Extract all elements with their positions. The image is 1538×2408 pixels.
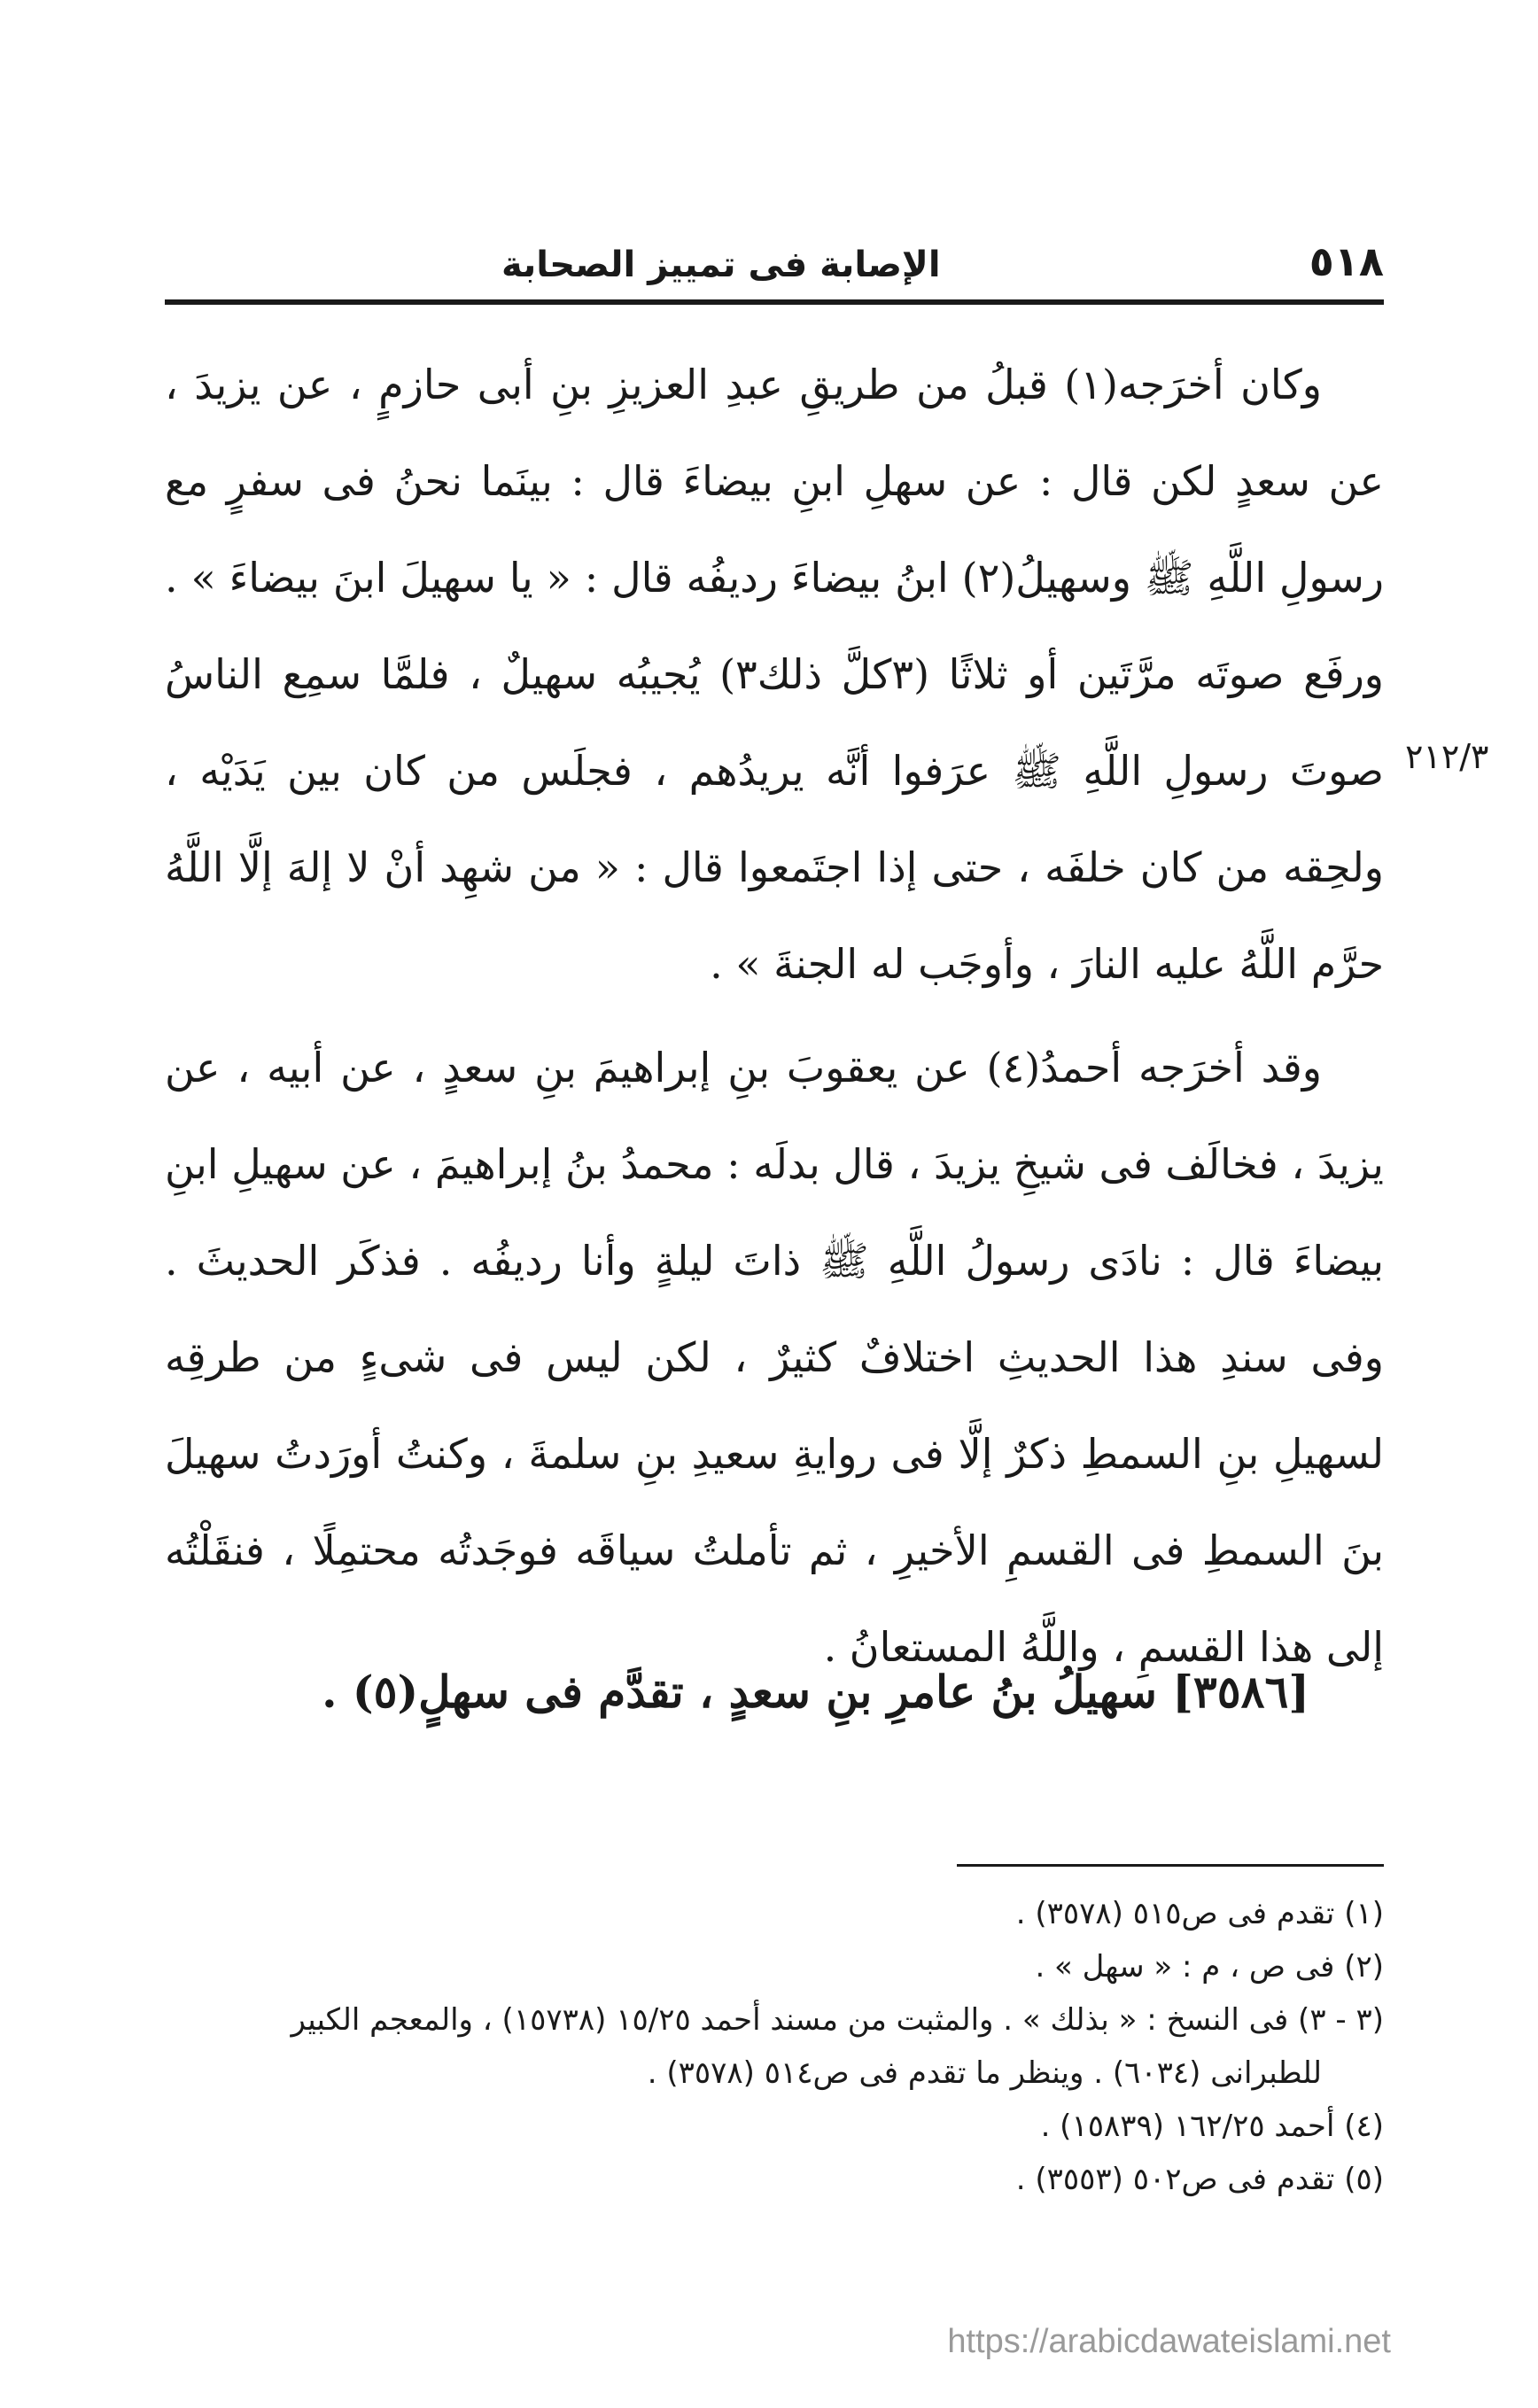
footnotes [165,1887,1384,2206]
main-text [165,337,1384,1696]
page-header [165,223,1384,285]
margin-reference: ٢١٢/٣ [1405,737,1489,776]
footnote: (١) تقدم فى ص٥١٥ (٣٥٧٨) . [1015,1896,1384,1931]
footnote: (٥) تقدم فى ص٥٠٢ (٣٥٥٣) . [1015,2162,1384,2197]
page-number: ٥١٨ [1309,237,1384,285]
paragraph: وقد أخرَجه أحمدُ(٤) عن يعقوبَ بنِ إبراهيمَ بنِ سعدٍ ، عن أبيه ، عن يزيدَ ، فخالَف فى شيخِ يزيدَ ، قال بدلَه : محمدُ بنُ إبراهيمَ ، عن سهيلِ ابنِ بيضاءَ قال : نادَى رسولُ اللَّهِ ﷺ ذاتَ ليلةٍ وأنا رديفُه . فذكَر الحديثَ . وفى سندِ هذا الحديثِ اختلافٌ كثيرٌ ، لكن ليس فى شىءٍ من طرقِه لسهيلِ بنِ السمطِ ذكرٌ إلَّا فى روايةِ سعيدِ بنِ سلمةَ ، وكنتُ أورَدتُ سهيلَ بنَ السمطِ فى القسمِ الأخيرِ ، ثم تأملتُ سياقَه فوجَدتُه محتمِلًا ، فنقَلْتُه إلى هذا القسمِ ، واللَّهُ المستعانُ . [164,1044,1384,1671]
watermark-url: https://arabicdawateislami.net [947,2323,1391,2360]
entry-heading: [٣٥٨٦] سهيلُ بنُ عامرِ بنِ سعدٍ ، تقدَّم فى سهلٍ(٥) . [322,1666,1309,1718]
footnote-continuation: للطبرانى (٦٠٣٤) . وينظر ما تقدم فى ص٥١٤ (٣٥٧٨) . [647,2055,1322,2091]
footnote: (٣ - ٣) فى النسخ : « بذلك » . والمثبت من مسند أحمد ١٥/٢٥ (١٥٧٣٨) ، والمعجم الكبير [291,2002,1384,2038]
footnote-rule [957,1864,1384,1867]
paragraph: وكان أخرَجه(١) قبلُ من طريقِ عبدِ العزيزِ بنِ أبى حازمٍ ، عن يزيدَ ، عن سعدٍ لكن قال : عن سهلِ ابنِ بيضاءَ قال : بينَما نحنُ فى سفرٍ مع رسولِ اللَّهِ ﷺ وسهيلُ(٢) ابنُ بيضاءَ رديفُه قال : « يا سهيلَ ابنَ بيضاءَ » . ورفَع صوتَه مرَّتَين أو ثلاثًا (٣كلَّ ذلك٣) يُجيبُه سهيلٌ ، فلمَّا سمِع الناسُ صوتَ رسولِ اللَّهِ ﷺ عرَفوا أنَّه يريدُهم ، فجلَس من كان بين يَدَيْه ، ولحِقه من كان خلفَه ، حتى إذا اجتَمعوا قال : « من شهِد أنْ لا إلهَ إلَّا اللَّهُ حرَّم اللَّهُ عليه النارَ ، وأوجَب له الجنةَ » . [165,361,1384,988]
footnote: (٤) أحمد ١٦٢/٢٥ (١٥٨٣٩) . [1040,2109,1384,2144]
footnote: (٢) فى ص ، م : « سهل » . [1035,1949,1384,1985]
running-title: الإصابة فى تمييز الصحابة [501,245,941,285]
header-rule [165,299,1384,305]
